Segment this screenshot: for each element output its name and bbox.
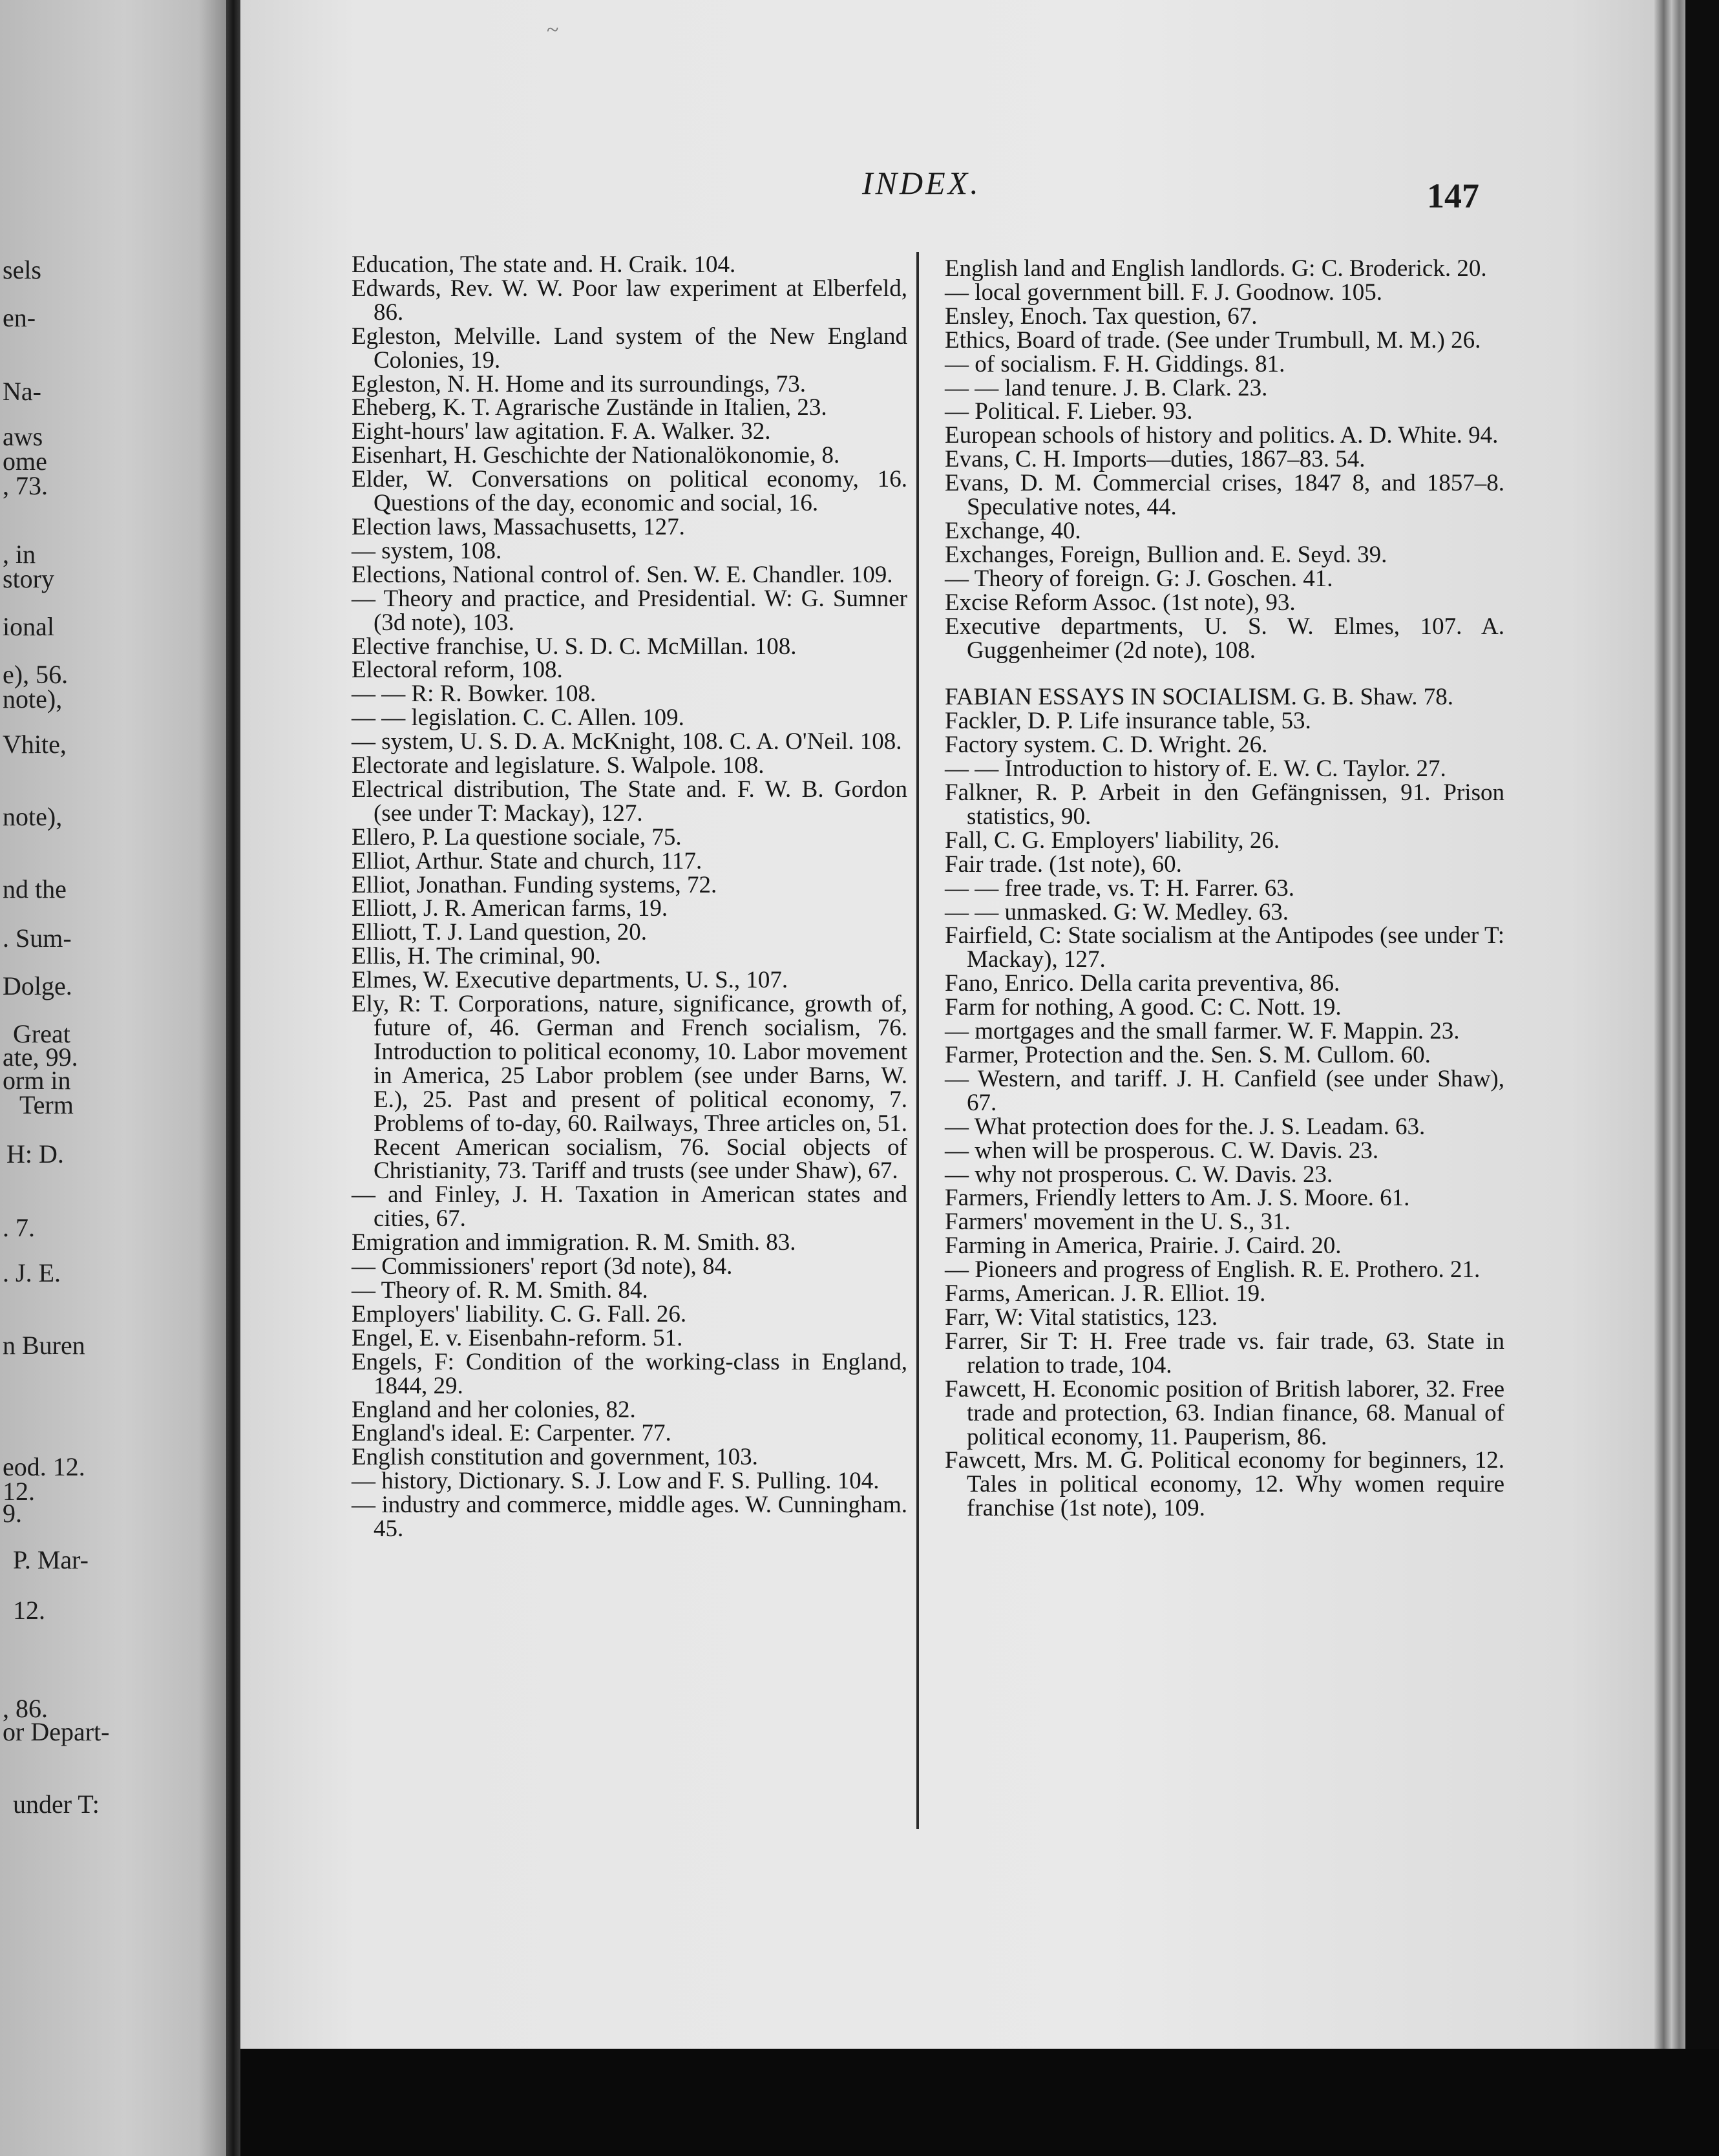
previous-page-fragment: . Sum- xyxy=(3,924,72,953)
index-entry: Farming in America, Prairie. J. Caird. 20. xyxy=(945,1232,1342,1260)
index-entry: Eight-hours' law agitation. F. A. Walker. 32. xyxy=(352,418,771,445)
index-entry: — industry and commerce, middle ages. W. Cunningham. 45. xyxy=(352,1492,907,1543)
section-gap xyxy=(945,662,1504,686)
page-title: INDEX. xyxy=(862,165,981,201)
previous-page-fragment: , 73. xyxy=(3,471,48,500)
index-entry: Factory system. C. D. Wright. 26. xyxy=(945,732,1268,759)
index-entry: Farm for nothing, A good. C: C. Nott. 19. xyxy=(945,994,1342,1021)
index-entry: Electoral reform, 108. xyxy=(352,657,563,684)
index-entry: Fano, Enrico. Della carita preventiva, 86. xyxy=(945,970,1340,997)
previous-page-fragment: , in xyxy=(3,540,36,569)
index-entry: Falkner, R. P. Arbeit in den Gefängnissen, 91. Prison statistics, 90. xyxy=(945,779,1504,830)
index-entry: FABIAN ESSAYS IN SOCIALISM. G. B. Shaw. 78. xyxy=(945,684,1454,711)
index-entry: Emigration and immigration. R. M. Smith. 83. xyxy=(352,1229,796,1256)
index-entry: — mortgages and the small farmer. W. F. Mappin. 23. xyxy=(945,1018,1460,1045)
index-entry: Edwards, Rev. W. W. Poor law experiment at Elberfeld, 86. xyxy=(352,275,907,326)
index-entry: Farms, American. J. R. Elliot. 19. xyxy=(945,1280,1266,1307)
previous-page-fragment: Dolge. xyxy=(3,971,72,1000)
index-entry: — — legislation. C. C. Allen. 109. xyxy=(352,704,684,732)
previous-page-fragment: ional xyxy=(3,612,54,641)
index-entry: — system, 108. xyxy=(352,537,502,564)
index-entry: — local government bill. F. J. Goodnow. 105. xyxy=(945,279,1383,306)
index-entry: Farr, W: Vital statistics, 123. xyxy=(945,1304,1218,1331)
previous-page-fragment: Na- xyxy=(3,377,41,406)
previous-page-edge xyxy=(0,0,226,2156)
previous-page-fragment: under T: xyxy=(13,1790,100,1819)
index-entry: Ellis, H. The criminal, 90. xyxy=(352,943,601,970)
previous-page-fragment: en- xyxy=(3,303,36,332)
index-entry: — and Finley, J. H. Taxation in American states and cities, 67. xyxy=(352,1181,907,1232)
index-column-right xyxy=(945,257,1504,1521)
index-entry: Exchanges, Foreign, Bullion and. E. Seyd. 39. xyxy=(945,541,1387,568)
index-entry: — — Introduction to history of. E. W. C. Taylor. 27. xyxy=(945,756,1446,783)
index-entry: Fairfield, C: State socialism at the Antipodes (see under T: Mackay), 127. xyxy=(945,922,1504,973)
index-entry: Evans, C. H. Imports—duties, 1867–83. 54. xyxy=(945,446,1366,473)
index-entry: — — R: R. Bowker. 108. xyxy=(352,681,596,708)
previous-page-fragment: n Buren xyxy=(3,1331,85,1360)
previous-page-fragment: nd the xyxy=(3,874,67,904)
index-entry: Eheberg, K. T. Agrarische Zustände in Italien, 23. xyxy=(352,394,827,421)
index-entry: Excise Reform Assoc. (1st note), 93. xyxy=(945,589,1296,616)
index-entry: Ely, R: T. Corporations, nature, significance, growth of, future of, 46. German and French socialism, 76. Introduction to political economy, 10. Labor movement in America, 25 Labor problem (see under Barns, W. E.), 25. Past and present of political economy, 7. Problems of to-day, 60. Railways, Three articles on, 51. Recent American socialism, 76. Social objects of Christianity, 73. Tariff and trusts (see under Shaw), 67. xyxy=(352,991,907,1185)
index-entry: Ellero, P. La questione sociale, 75. xyxy=(352,823,682,851)
index-entry: — Commissioners' report (3d note), 84. xyxy=(352,1253,733,1280)
index-entry: English constitution and government, 103. xyxy=(352,1444,758,1471)
index-entry: — Pioneers and progress of English. R. E. Prothero. 21. xyxy=(945,1256,1481,1284)
index-entry: — Western, and tariff. J. H. Canfield (see under Shaw), 67. xyxy=(945,1065,1504,1116)
page-number: 147 xyxy=(1427,176,1479,215)
previous-page-fragment: note), xyxy=(3,684,63,713)
index-entry: Fair trade. (1st note), 60. xyxy=(945,851,1182,878)
index-entry: Elliot, Jonathan. Funding systems, 72. xyxy=(352,871,717,898)
previous-page-fragment: P. Mar- xyxy=(13,1545,89,1574)
column-rule xyxy=(916,252,919,1829)
index-entry: Elder, W. Conversations on political economy, 16. Questions of the day, economic and social, 16. xyxy=(352,466,907,517)
previous-page-fragment: ome xyxy=(3,447,47,476)
index-entry: — why not prosperous. C. W. Davis. 23. xyxy=(945,1161,1333,1188)
previous-page-fragment: Term xyxy=(19,1090,74,1119)
previous-page-fragment: orm in xyxy=(3,1066,71,1095)
previous-page-fragment: or Depart- xyxy=(3,1717,110,1746)
previous-page-fragment: e), 56. xyxy=(3,660,69,689)
index-entry: Elliot, Arthur. State and church, 117. xyxy=(352,847,702,874)
index-entry: — of socialism. F. H. Giddings. 81. xyxy=(945,350,1285,377)
previous-page-fragment: sels xyxy=(3,255,41,284)
index-entry: Elliott, T. J. Land question, 20. xyxy=(352,919,647,946)
index-entry: Egleston, Melville. Land system of the New England Colonies, 19. xyxy=(352,322,907,374)
previous-page-fragment: . 7. xyxy=(3,1213,35,1242)
index-entry: Farmers, Friendly letters to Am. J. S. Moore. 61. xyxy=(945,1185,1410,1212)
index-entry: — Theory of foreign. G: J. Goschen. 41. xyxy=(945,565,1333,592)
index-entry: — Theory of. R. M. Smith. 84. xyxy=(352,1276,648,1304)
index-entry: — — free trade, vs. T: H. Farrer. 63. xyxy=(945,874,1295,902)
index-entry: European schools of history and politics. A. D. White. 94. xyxy=(945,422,1499,449)
previous-page-fragment: 12. xyxy=(13,1596,45,1625)
previous-page-fragment: Vhite, xyxy=(3,730,67,759)
index-entry: England and her colonies, 82. xyxy=(352,1396,636,1423)
index-entry: — when will be prosperous. C. W. Davis. 23. xyxy=(945,1137,1379,1164)
index-entry: — Political. F. Lieber. 93. xyxy=(945,398,1193,425)
index-entry: Evans, D. M. Commercial crises, 1847 8, and 1857–8. Speculative notes, 44. xyxy=(945,470,1504,521)
previous-page-fragment: eod. 12. xyxy=(3,1452,85,1481)
index-entry: Executive departments, U. S. W. Elmes, 107. A. Guggenheimer (2d note), 108. xyxy=(945,613,1504,664)
index-entry: England's ideal. E: Carpenter. 77. xyxy=(352,1420,671,1447)
previous-page-fragment: 9. xyxy=(3,1499,22,1528)
index-entry: — — unmasked. G: W. Medley. 63. xyxy=(945,898,1289,925)
previous-page-fragment: story xyxy=(3,564,54,593)
paper-mark: ~ xyxy=(547,18,559,42)
index-entry: — What protection does for the. J. S. Leadam. 63. xyxy=(945,1113,1426,1140)
previous-page-fragment: . J. E. xyxy=(3,1258,61,1287)
index-entry: Eisenhart, H. Geschichte der Nationalökonomie, 8. xyxy=(352,442,840,469)
previous-page-fragment: note), xyxy=(3,802,63,831)
index-entry: Fawcett, H. Economic position of British laborer, 32. Free trade and protection, 63. Indian finance, 68. Manual of political economy, 11. Pauperism, 86. xyxy=(945,1375,1504,1450)
index-entry: Farmer, Protection and the. Sen. S. M. Cullom. 60. xyxy=(945,1042,1431,1068)
index-entry: — — land tenure. J. B. Clark. 23. xyxy=(945,374,1268,401)
index-entry: Electrical distribution, The State and. F. W. B. Gordon (see under T: Mackay), 127. xyxy=(352,776,907,827)
previous-page-fragment: 12. xyxy=(3,1477,35,1506)
index-entry: — history, Dictionary. S. J. Low and F. S. Pulling. 104. xyxy=(352,1468,880,1495)
index-entry: Employers' liability. C. G. Fall. 26. xyxy=(352,1300,687,1327)
index-entry: Engel, E. v. Eisenbahn-reform. 51. xyxy=(352,1324,683,1351)
index-entry: — Theory and practice, and Presidential. W: G. Sumner (3d note), 103. xyxy=(352,585,907,636)
index-entry: — system, U. S. D. A. McKnight, 108. C. A. O'Neil. 108. xyxy=(352,728,902,756)
index-entry: Education, The state and. H. Craik. 104. xyxy=(352,251,736,278)
bottom-shadow xyxy=(240,2049,1719,2156)
page-stack-edge xyxy=(1654,0,1685,2049)
index-entry: Elmes, W. Executive departments, U. S., 107. xyxy=(352,967,788,994)
index-entry: Engels, F: Condition of the working-class in England, 1844, 29. xyxy=(352,1348,907,1399)
index-entry: Elliott, J. R. American farms, 19. xyxy=(352,895,668,922)
index-entry: Farmers' movement in the U. S., 31. xyxy=(945,1209,1291,1236)
previous-page-fragment: ate, 99. xyxy=(3,1042,78,1072)
index-entry: Fawcett, Mrs. M. G. Political economy for beginners, 12. Tales in political economy, 12. Why women require franchise (1st note), 109. xyxy=(945,1447,1504,1522)
index-entry: Egleston, N. H. Home and its surroundings, 73. xyxy=(352,370,806,397)
previous-page-fragment: , 86. xyxy=(3,1694,48,1723)
index-entry: Exchange, 40. xyxy=(945,517,1081,544)
index-entry: Elective franchise, U. S. D. C. McMillan. 108. xyxy=(352,633,797,660)
book-gutter xyxy=(226,0,240,2156)
previous-page-fragment: H: D. xyxy=(6,1139,64,1168)
index-entry: English land and English landlords. G: C. Broderick. 20. xyxy=(945,255,1487,282)
index-entry: Ethics, Board of trade. (See under Trumbull, M. M.) 26. xyxy=(945,326,1481,354)
index-entry: Fall, C. G. Employers' liability, 26. xyxy=(945,827,1280,854)
index-entry: Election laws, Massachusetts, 127. xyxy=(352,513,685,540)
previous-page-fragment: aws xyxy=(3,422,43,451)
index-entry: Fackler, D. P. Life insurance table, 53. xyxy=(945,708,1311,735)
index-entry: Ensley, Enoch. Tax question, 67. xyxy=(945,302,1258,330)
index-entry: Farrer, Sir T: H. Free trade vs. fair trade, 63. State in relation to trade, 104. xyxy=(945,1327,1504,1379)
index-entry: Electorate and legislature. S. Walpole. 108. xyxy=(352,752,765,779)
index-entry: Elections, National control of. Sen. W. E. Chandler. 109. xyxy=(352,561,893,588)
previous-page-fragment: Great xyxy=(13,1019,70,1048)
index-column-left xyxy=(352,253,907,1541)
